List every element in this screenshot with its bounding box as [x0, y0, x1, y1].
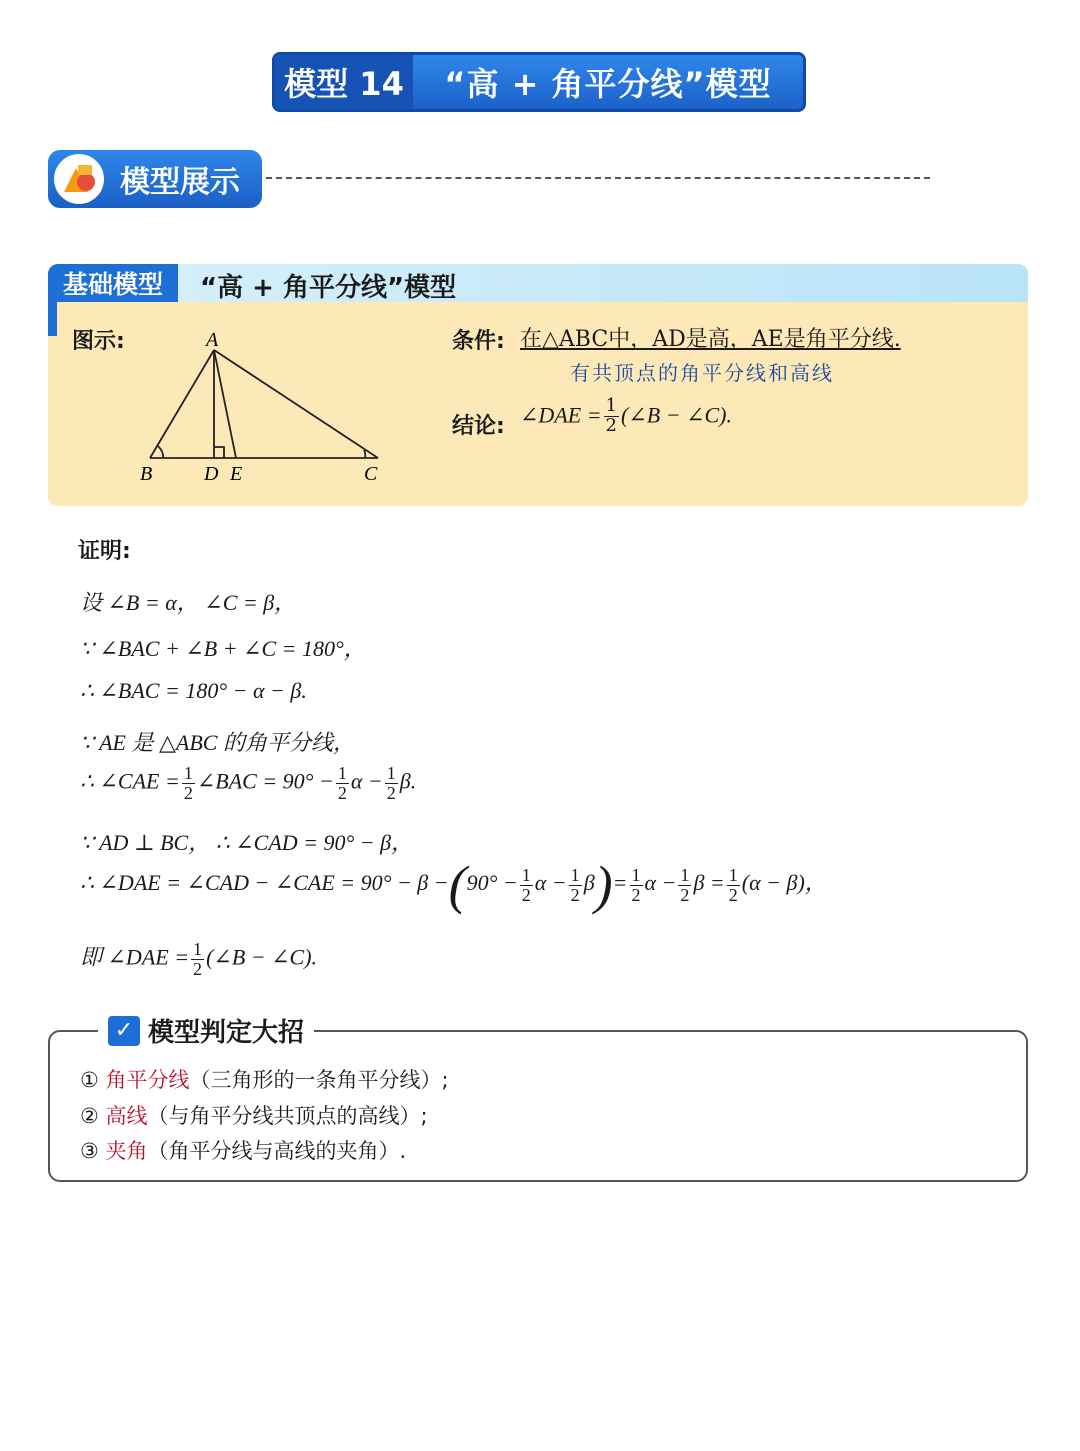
point-b-label: B [140, 463, 153, 485]
proof-line-1: 设 ∠B = α， ∠C = β， [80, 590, 297, 615]
shapes-icon [54, 154, 104, 204]
model-title: “高 + 角平分线”模型 [444, 65, 772, 103]
conclusion-formula: ∠DAE = $\frac{1}{2}$ (∠B − ∠C). [520, 395, 733, 436]
point-d-label: D [204, 463, 219, 485]
proof-line-6: ∵ AD ⊥ BC， ∴ ∠CAD = 90° − β， [80, 830, 414, 855]
section-label: 模型展示 [120, 165, 240, 200]
conclusion-label: 结论: [452, 414, 505, 439]
checkmark-icon: ✓ [108, 1016, 140, 1046]
section-divider [266, 177, 930, 179]
proof-line-8: 即 ∠DAE = $\frac{1}{2}$ (∠B − ∠C). [80, 939, 318, 979]
condition-note: 有共顶点的角平分线和高线 [570, 361, 834, 385]
triangle-diagram [138, 326, 448, 486]
proof-line-5: ∴ ∠CAE = $\frac{1}{2}$ ∠BAC = 90° − $\frac{1}{2}$ α − $\frac{1}{2}$ β. [80, 763, 417, 803]
proof-line-4: ∵ AE 是 △ABC 的角平分线， [80, 730, 355, 755]
proof-line-2: ∵ ∠BAC + ∠B + ∠C = 180°， [80, 636, 366, 661]
point-e-label: E [230, 463, 243, 485]
section-badge [48, 150, 262, 208]
figure-label: 图示: [72, 329, 125, 354]
model-tag: 基础模型 [48, 264, 178, 302]
model-stripe [48, 302, 57, 336]
model-card [48, 264, 1028, 506]
judge-item-3: ③ 夹角（角平分线与高线的夹角）. [80, 1139, 407, 1163]
title-banner [272, 52, 806, 112]
point-a-label: A [206, 329, 219, 351]
judge-item-1: ① 角平分线（三角形的一条角平分线）; [80, 1068, 449, 1092]
model-number: 模型 14 [275, 55, 413, 109]
proof-title: 证明: [78, 539, 131, 564]
model-header-bar [48, 264, 1028, 302]
condition-label: 条件: [452, 329, 505, 354]
judge-title: 模型判定大招 [148, 1018, 305, 1048]
point-c-label: C [364, 463, 378, 485]
condition-text: 在△ABC中，AD是高，AE是角平分线. [520, 327, 901, 352]
model-name: “高 + 角平分线”模型 [200, 273, 457, 303]
judge-item-2: ② 高线（与角平分线共顶点的高线）; [80, 1104, 428, 1128]
proof-line-7: ∴ ∠DAE = ∠CAD − ∠CAE = 90° − β −(90° − $\frac{1}{2}$ α − $\frac{1}{2}$ β)= $\frac{1}{2}$ α − $\frac{1}{2}$ β = $\frac{1}{2}$ (α − β)， [80, 855, 827, 915]
judge-header [98, 1012, 314, 1049]
proof-line-3: ∴ ∠BAC = 180° − α − β. [80, 678, 307, 703]
